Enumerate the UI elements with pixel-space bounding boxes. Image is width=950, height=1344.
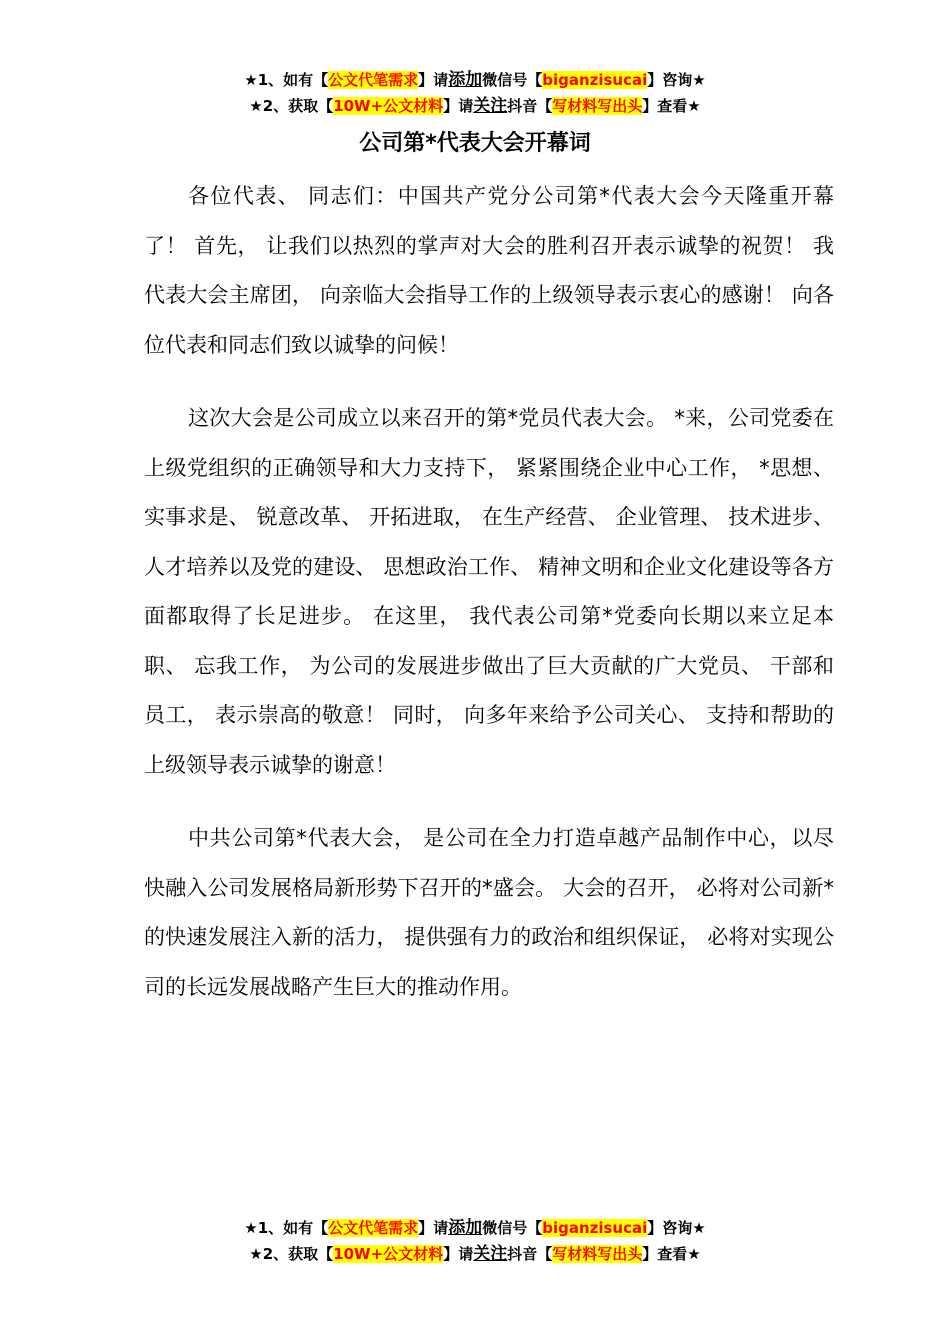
highlight-wechat-id: biganzisucai bbox=[542, 71, 648, 89]
underline-add: 添加 bbox=[448, 1218, 483, 1238]
paragraph-1: 各位代表、 同志们：中国共产党分公司第*代表大会今天隆重开幕了！ 首先， 让我们以热烈的掌声对大会的胜利召开表示诚挚的祝贺！ 我代表大会主席团， 向亲临大会指导工作的上级领导表示衷心的感谢！ 向各位代表和同志们致以诚挚的问候！ bbox=[144, 184, 834, 357]
highlight-materials: 10W+公文材料 bbox=[333, 1245, 444, 1263]
banner-line-1: ★1、如有【公文代笔需求】请添加微信号【biganzisucai】咨询★ bbox=[244, 1218, 706, 1238]
highlight-writing-service: 公文代笔需求 bbox=[328, 1219, 419, 1237]
highlight-writing-service: 公文代笔需求 bbox=[328, 71, 419, 89]
highlight-materials: 10W+公文材料 bbox=[333, 97, 444, 115]
underline-follow: 关注 bbox=[473, 1244, 508, 1264]
highlight-wechat-id: biganzisucai bbox=[542, 1219, 648, 1237]
banner-line-2: ★2、获取【10W+公文材料】请关注抖音【写材料写出头】查看★ bbox=[249, 96, 701, 116]
underline-follow: 关注 bbox=[473, 96, 508, 116]
header-banner bbox=[0, 67, 950, 119]
paragraph-3: 中共公司第*代表大会， 是公司在全力打造卓越产品制作中心，以尽快融入公司发展格局新形势下召开的*盛会。 大会的召开， 必将对公司新*的快速发展注入新的活力， 提供强有力的政治和组织保证， 必将对实现公司的长远发展战略产生巨大的推动作用。 bbox=[144, 826, 834, 999]
underline-add: 添加 bbox=[448, 70, 483, 90]
document-body bbox=[144, 172, 834, 1036]
highlight-douyin-account: 写材料写出头 bbox=[552, 97, 643, 115]
highlight-douyin-account: 写材料写出头 bbox=[552, 1245, 643, 1263]
document-title: 公司第*代表大会开幕词 bbox=[359, 131, 591, 156]
banner-line-1: ★1、如有【公文代笔需求】请添加微信号【biganzisucai】咨询★ bbox=[244, 70, 706, 90]
footer-banner bbox=[0, 1215, 950, 1267]
paragraph-2: 这次大会是公司成立以来召开的第*党员代表大会。 *来，公司党委在上级党组织的正确领导和大力支持下， 紧紧围绕企业中心工作， *思想、 实事求是、 锐意改革、 开拓进取， 在生产经营、 企业管理、 技术进步、 人才培养以及党的建设、 思想政治工作、 精神文明和企业文化建设等各方面都取得了长足进步。 在这里， 我代表公司第*党委向长期以来立足本职、 忘我工作， 为公司的发展进步做出了巨大贡献的广大党员、 干部和员工， 表示崇高的敬意！ 同时， 向多年来给予公司关心、 支持和帮助的上级领导表示诚挚的谢意！ bbox=[144, 406, 834, 777]
banner-line-2: ★2、获取【10W+公文材料】请关注抖音【写材料写出头】查看★ bbox=[249, 1244, 701, 1264]
